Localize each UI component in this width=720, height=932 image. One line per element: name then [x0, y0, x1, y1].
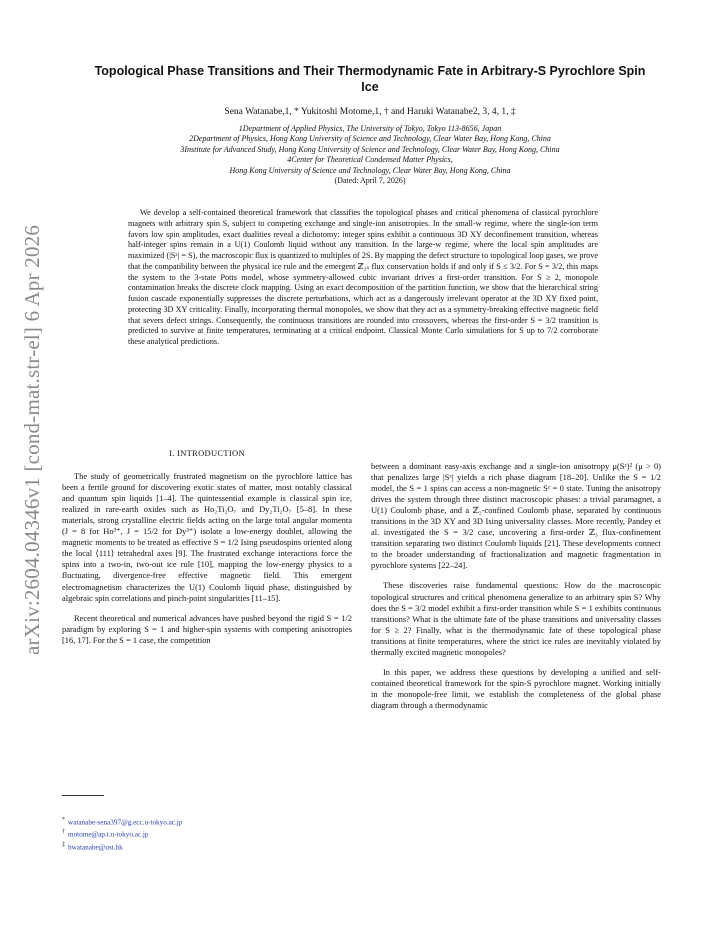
author-list: Sena Watanabe,1, * Yukitoshi Motome,1, † and Haruki Watanabe2, 3, 4, 1, ‡ [224, 107, 516, 117]
email-link-2[interactable]: motome@ap.t.u-tokyo.ac.jp [68, 830, 149, 839]
intro-paragraph-1: The study of geometrically frustrated magnetism on the pyrochlore lattice has been a fertile ground for discovering exotic states of matter, most notably classical and quantum spin liquids [1–4]. The quintessential example is classical spin ice, realized in rare-earth oxides such as Ho₂Ti₂O₇ and Dy₂Ti₂O₇ [5–8]. In these materials, strong crystalline electric fields acting on the large total angular momenta (J = 8 for Ho³⁺, J = 15/2 for Dy³⁺) isolate a low-energy doublet, allowing the magnetic moments to be treated as effective S = 1/2 Ising pseudospins oriented along the local ⟨111⟩ tetrahedral axes [9]. The frustrated exchange interactions force the spins into a two-in, two-out ice rule [10], mapping the low-energy physics to a fluctuating, divergence-free effective magnetic field. This emergent electromagnetism characterizes the U(1) Coulomb liquid phase, distinguished by algebraic spin correlations and pinch-point singularities [11–15]. [62, 471, 352, 603]
affiliation-4: 4Center for Theoretical Condensed Matter Physics, [287, 155, 453, 165]
arxiv-identifier: arXiv:2604.04346v1 [cond-mat.str-el] 6 Apr 2026 [20, 224, 44, 655]
affiliation-2: 2Department of Physics, Hong Kong University of Science and Technology, Clear Water Bay, Hong Kong, China [189, 134, 551, 144]
footnote-mark: ‡ [62, 841, 65, 848]
footnote-2 [62, 827, 182, 839]
footnote-mark: * [62, 817, 65, 823]
footnote-3 [62, 840, 182, 852]
email-link-3[interactable]: hwatanabe@ust.hk [68, 843, 123, 852]
abstract: We develop a self-contained theoretical framework that classifies the topological phases and critical phenomena of classical pyrochlore magnets with arbitrary spin S, subject to competing exchange and single-ion anisotropies. In the small-w regime, where the single-ion term favors low spin amplitudes, exact dualities reveal a dichotomy: integer spins exhibit a continuous 3D XY deconfinement transition, whereas half-integer spins remain in a U(1) Coulomb liquid without any transition. In the large-w regime, where the local spin amplitudes are maximized (|Sᶻ| = S), the macroscopic flux is quantized to multiples of 2S. By mapping the defect structure to topological loop gases, we prove that the compatibility between the physical ice rule and the emergent ℤ₂ₛ flux conservation holds if and only if S ≤ 3/2. For S = 3/2, this maps the system to the 3-state Potts model, whose symmetry-allowed cubic invariant drives a first-order transition. For S ≥ 2, monopole contamination breaks the discrete clock mapping. Using an exact decomposition of the partition function, we show that the hierarchical string fusion cascade exponentially suppresses the discrete perturbations, which act as a dangerously irrelevant operator at the 3D XY fixed point, protecting 3D XY criticality. Finally, incorporating thermal monopoles, we show that they act as a symmetry-breaking effective magnetic field that severs defect strings. Consequently, the continuous transitions are rounded into crossovers, whereas the first-order S = 3/2 transition is predicted to survive at finite temperatures, terminating at a critical endpoint. Classical Monte Carlo simulations for S up to 7/2 corroborate these analytical predictions. [128, 208, 598, 346]
intro-paragraph-2: Recent theoretical and numerical advances have pushed beyond the rigid S = 1/2 paradigm by exploring S = 1 and higher-spin systems with competing anisotropies [16, 17]. For the S = 1 case, the competition [62, 612, 352, 645]
footnote-mark: † [62, 829, 65, 836]
affiliation-3: 3Institute for Advanced Study, Hong Kong University of Science and Technology, Clear Water Bay, Hong Kong, China [180, 144, 560, 154]
section-heading-introduction: I. INTRODUCTION [169, 448, 245, 458]
affiliation-4-cont: Hong Kong University of Science and Technology, Clear Water Bay, Hong Kong, China [229, 165, 511, 175]
intro-paragraph-4: These discoveries raise fundamental questions: How do the macroscopic topological structures and critical phenomena generalize to an arbitrary spin S? Why does the S = 3/2 model exhibit a first-order transition while S = 1 exhibits continuous transitions? What is the ultimate fate of the phase transitions and universality classes for S ≥ 2? Finally, what is the thermodynamic fate of these topological phase transitions at finite temperatures, where the strict ice rules are inevitably violated by thermally excited magnetic monopoles? [371, 580, 661, 657]
left-column [62, 448, 352, 646]
footnote-1 [62, 815, 182, 827]
right-column [371, 461, 661, 711]
paper-title: Topological Phase Transitions and Their Thermodynamic Fate in Arbitrary-S Pyrochlore Spin Ice [94, 64, 646, 94]
affiliation-1: 1Department of Applied Physics, The University of Tokyo, Tokyo 113-8656, Japan [238, 124, 502, 133]
affiliations [60, 124, 680, 186]
date-line: (Dated: April 7, 2026) [334, 176, 406, 186]
email-link-1[interactable]: watanabe-sena397@g.ecc.u-tokyo.ac.jp [68, 818, 183, 827]
footnotes [62, 815, 182, 852]
footnote-divider [62, 795, 104, 796]
intro-paragraph-3: between a dominant easy-axis exchange and a single-ion anisotropy μ(Sᶻ)² (μ > 0) that penalizes large |Sᶻ| yields a rich phase diagram [18–20]. Unlike the S = 1/2 model, the S = 1 spins can access a non-magnetic Sᶻ = 0 state. Tuning the anisotropy drives the system through three distinct macroscopic phases: a trivial paramagnet, a U(1) Coulomb phase, and a ℤ₂-confined Coulomb phase, separated by continuous transitions in the 3D XY and 3D Ising universality classes. More recently, Pandey et al. investigated the S = 3/2 case, uncovering a first-order ℤ₃ flux-confinement transition separating two distinct Coulomb liquids [21]. These developments connect to the broader understanding of fractionalization and magnetic fragmentation in pyrochlore systems [22–24]. [371, 461, 661, 571]
intro-paragraph-5: In this paper, we address these questions by developing a unified and self-contained theoretical framework for the spin-S pyrochlore magnet. Working initially in the monopole-free limit, we establish the completeness of the global phase diagram through a thermodynamic [371, 666, 661, 710]
